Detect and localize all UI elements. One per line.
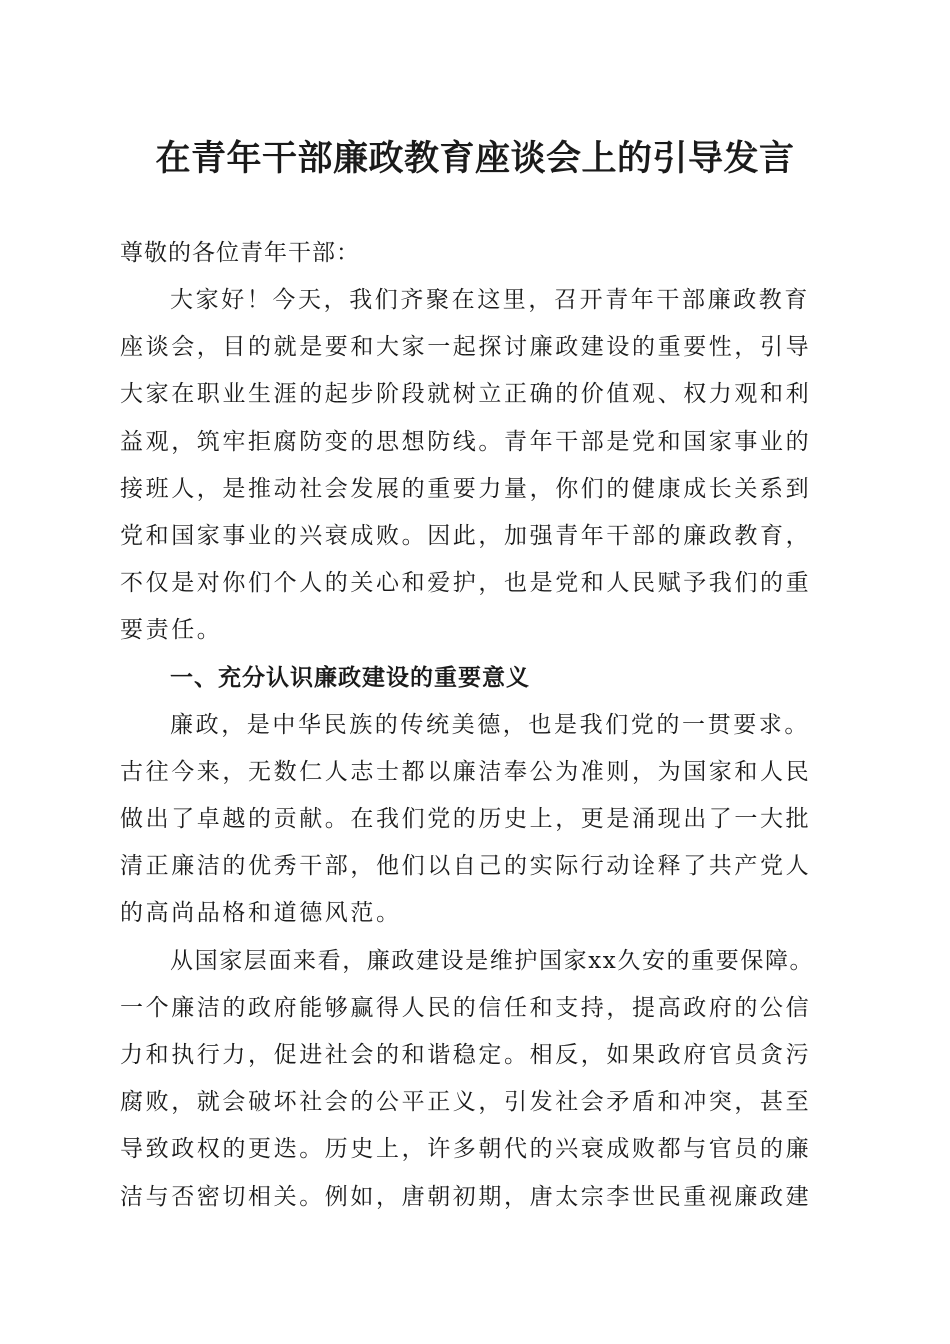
paragraph-line: 导致政权的更迭。历史上，许多朝代的兴衰成败都与官员的廉 bbox=[120, 1136, 812, 1163]
paragraph-line: 古往今来，无数仁人志士都以廉洁奉公为准则，为国家和人民 bbox=[120, 758, 812, 785]
paragraph-line: 洁与否密切相关。例如，唐朝初期，唐太宗李世民重视廉政建 bbox=[120, 1183, 812, 1210]
section-heading: 一、充分认识廉政建设的重要意义 bbox=[170, 664, 530, 691]
paragraph-line: 一个廉洁的政府能够赢得人民的信任和支持，提高政府的公信 bbox=[120, 994, 812, 1021]
paragraph-line: 党和国家事业的兴衰成败。因此，加强青年干部的廉政教育， bbox=[120, 522, 812, 549]
document-title: 在青年干部廉政教育座谈会上的引导发言 bbox=[155, 138, 795, 179]
paragraph-line: 的高尚品格和道德风范。 bbox=[120, 900, 402, 927]
paragraph-line: 不仅是对你们个人的关心和爱护，也是党和人民赋予我们的重 bbox=[120, 570, 812, 597]
paragraph-line: 大家在职业生涯的起步阶段就树立正确的价值观、权力观和利 bbox=[120, 381, 812, 408]
paragraph-line: 廉政，是中华民族的传统美德，也是我们党的一贯要求。 bbox=[170, 711, 810, 738]
salutation: 尊敬的各位青年干部： bbox=[120, 240, 360, 266]
paragraph-line: 座谈会，目的就是要和大家一起探讨廉政建设的重要性，引导 bbox=[120, 334, 812, 361]
paragraph-line: 做出了卓越的贡献。在我们党的历史上，更是涌现出了一大批 bbox=[120, 806, 812, 833]
paragraph-line: 大家好！今天，我们齐聚在这里，召开青年干部廉政教育 bbox=[170, 287, 810, 313]
paragraph-line: 腐败，就会破坏社会的公平正义，引发社会矛盾和冲突，甚至 bbox=[120, 1089, 812, 1116]
paragraph-line: 力和执行力，促进社会的和谐稳定。相反，如果政府官员贪污 bbox=[120, 1042, 812, 1068]
paragraph-line: 从国家层面来看，廉政建设是维护国家xx久安的重要保障。 bbox=[170, 947, 815, 974]
paragraph-line: 接班人，是推动社会发展的重要力量，你们的健康成长关系到 bbox=[120, 475, 812, 502]
paragraph-line: 要责任。 bbox=[120, 617, 223, 644]
paragraph-line: 清正廉洁的优秀干部，他们以自己的实际行动诠释了共产党人 bbox=[120, 853, 812, 880]
paragraph-line: 益观，筑牢拒腐防变的思想防线。青年干部是党和国家事业的 bbox=[120, 428, 812, 455]
body-text bbox=[120, 277, 850, 1221]
